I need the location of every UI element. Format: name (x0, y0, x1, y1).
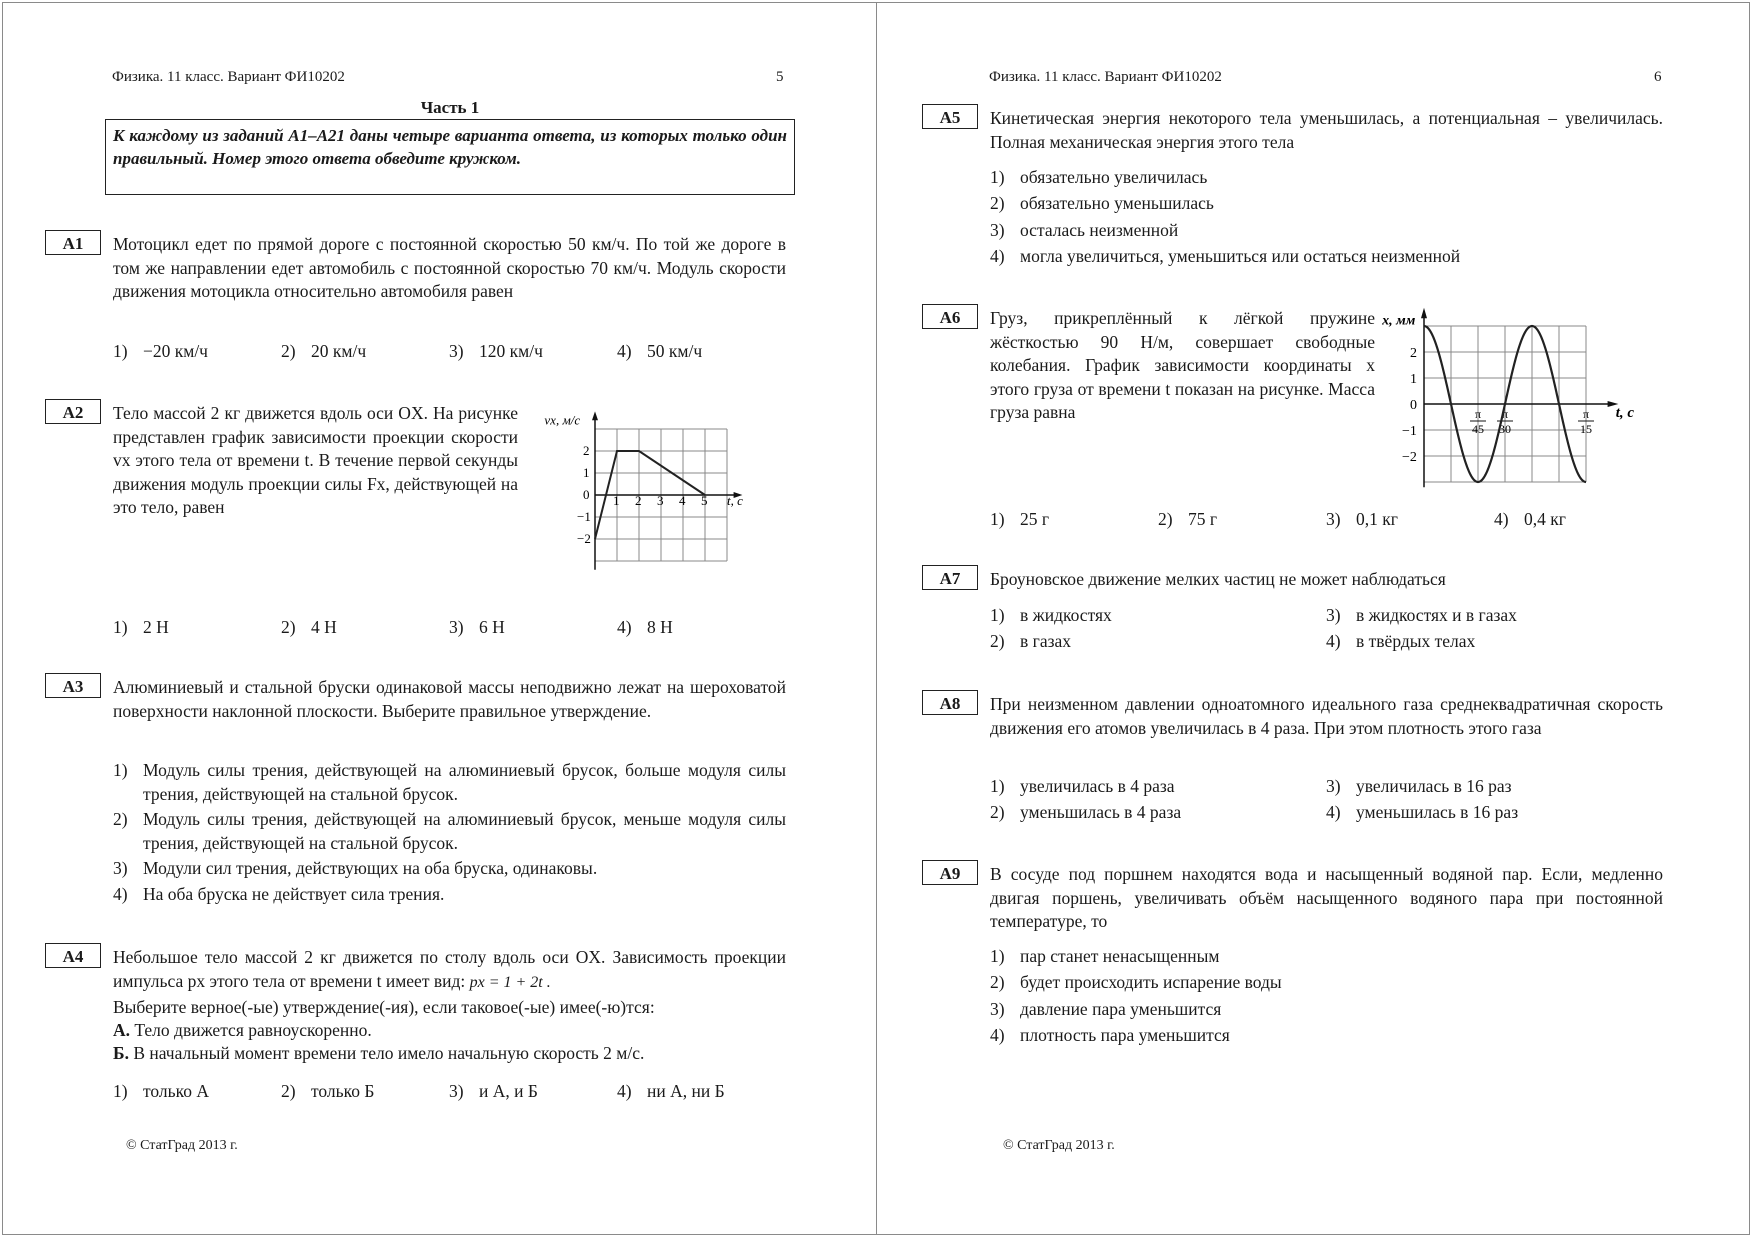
y-tick-label: 1 (583, 465, 590, 480)
y-axis-arrow (592, 411, 598, 420)
question-label-a3: А3 (45, 673, 101, 698)
option-a8-3[interactable]: 3) увеличилась в 16 раз (1326, 776, 1512, 796)
y-tick-label: −2 (577, 531, 591, 546)
option-a6-4[interactable]: 4) 0,4 кг (1494, 509, 1566, 529)
question-text-a8: При неизменном давлении одноатомного идеального газа среднеквадратичная скорость движения его атомов увеличилась в 4 раза. При этом плотность этого газа (990, 694, 1663, 738)
page-number: 5 (776, 69, 784, 85)
statement-a: А. Тело движется равноускоренно. (113, 1020, 372, 1040)
tick-numerator: π (1582, 407, 1590, 421)
instructions-box: К каждому из заданий А1–А21 даны четыре варианта ответа, из которых только один правильный. Номер этого ответа обведите кружком. (105, 119, 795, 195)
option-a7-4[interactable]: 4) в твёрдых телах (1326, 631, 1476, 651)
y-tick-label: −1 (1402, 424, 1417, 439)
option-a9-4[interactable]: 4) плотность пара уменьшится (990, 1025, 1230, 1045)
option-a3-4[interactable]: 4) На оба бруска не действует сила трения. (113, 883, 445, 904)
x-tick-label: 2 (635, 492, 642, 508)
left-page (0, 0, 876, 1239)
option-a8-1[interactable]: 1) увеличилась в 4 раза (990, 776, 1175, 796)
option-a9-1[interactable]: 1) пар станет ненасыщенным (990, 946, 1220, 966)
option-a7-1[interactable]: 1) в жидкостях (990, 605, 1112, 625)
question-label-a1: А1 (45, 230, 101, 255)
option-a1-1[interactable]: 1) −20 км/ч (113, 341, 208, 361)
tick-numerator: π (1474, 407, 1482, 421)
question-text-a2: Тело массой 2 кг движется вдоль оси OX. На рисунке представлен график зависимости проекции скорости vx этого тела от времени t. В течение первой секунды движения модуль проекции силы Fx, действующей на это тело, равен (113, 403, 518, 517)
x-axis-label: t, с (1615, 405, 1635, 421)
question-a4-instruction: Выберите верное(-ые) утверждение(-ия), если таковое(-ые) имее(-ю)тся: (113, 997, 655, 1017)
x-tick-label: 3 (657, 492, 664, 508)
option-a2-3[interactable]: 3) 6 Н (449, 617, 505, 637)
option-a5-1[interactable]: 1) обязательно увеличилась (990, 167, 1208, 187)
option-a1-3[interactable]: 3) 120 км/ч (449, 341, 543, 361)
page-header: Физика. 11 класс. Вариант ФИ10202 (112, 69, 345, 85)
x-tick-label (1470, 407, 1486, 436)
option-a6-1[interactable]: 1) 25 г (990, 509, 1050, 529)
x-tick-label: 4 (679, 492, 686, 508)
question-label-a8: А8 (922, 690, 978, 715)
option-a7-2[interactable]: 2) в газах (990, 631, 1072, 651)
option-a5-2[interactable]: 2) обязательно уменьшилась (990, 193, 1214, 213)
question-label-a6: А6 (922, 304, 978, 329)
option-a4-1[interactable]: 1) только А (113, 1081, 210, 1101)
page-footer: © СтатГрад 2013 г. (1003, 1138, 1115, 1153)
question-text-a9: В сосуде под поршнем находятся вода и насыщенный водяной пар. Если, медленно двигая поршень, увеличивать объём насыщенного водяного пара при постоянной температуре, то (990, 864, 1663, 931)
option-a8-4[interactable]: 4) уменьшилась в 16 раз (1326, 802, 1519, 822)
y-tick-label: 2 (583, 443, 590, 458)
option-a3-1[interactable]: 1) Модуль силы трения, действующей на алюминиевый брусок, больше модуля силы трения, действующей на стальной брусок. (113, 760, 786, 804)
y-tick-label: −1 (577, 509, 591, 524)
question-label-a4: А4 (45, 943, 101, 968)
statement-b: Б. В начальный момент времени тело имело начальную скорость 2 м/с. (113, 1043, 645, 1063)
y-axis-label: vx, м/с (544, 412, 581, 428)
y-tick-label: 0 (583, 487, 590, 502)
option-a1-2[interactable]: 2) 20 км/ч (281, 341, 367, 361)
option-a9-3[interactable]: 3) давление пара уменьшится (990, 999, 1222, 1019)
part-title: Часть 1 (420, 98, 480, 117)
option-a3-3[interactable]: 3) Модули сил трения, действующих на оба бруска, одинаковы. (113, 858, 598, 878)
page-header: Физика. 11 класс. Вариант ФИ10202 (989, 69, 1222, 85)
oscillation-graph-axes (1381, 308, 1634, 487)
option-a2-2[interactable]: 2) 4 Н (281, 617, 337, 637)
option-a4-4[interactable]: 4) ни А, ни Б (617, 1081, 725, 1101)
question-text-a5: Кинетическая энергия некоторого тела уменьшилась, а потенциальная – увеличилась. Полная механическая энергия этого тела (990, 108, 1663, 152)
oscillation-graph (1382, 300, 1647, 495)
option-a4-3[interactable]: 3) и А, и Б (449, 1081, 538, 1101)
option-a2-1[interactable]: 1) 2 Н (113, 617, 169, 637)
question-label-a2: А2 (45, 399, 101, 424)
right-page (877, 0, 1754, 1239)
y-axis-label: x, мм (1382, 313, 1416, 329)
question-text-a3: Алюминиевый и стальной бруски одинаковой массы неподвижно лежат на шероховатой поверхности наклонной плоскости. Выберите правильное утверждение. (113, 677, 786, 721)
y-axis-arrow (1421, 308, 1427, 318)
question-label-a5: А5 (922, 104, 978, 129)
tick-denominator: 45 (1472, 422, 1484, 436)
tick-denominator: 15 (1580, 422, 1592, 436)
question-text-a1: Мотоцикл едет по прямой дороге с постоянной скоростью 50 км/ч. По той же дороге в том же направлении едет автомобиль с постоянной скоростью 70 км/ч. Модуль скорости движения мотоцикла относительно автомобиля равен (113, 234, 786, 301)
y-tick-label: 2 (1410, 346, 1417, 361)
question-text-a4: Небольшое тело массой 2 кг движется по столу вдоль оси OX. Зависимость проекции импульса px этого тела от времени t имеет вид: px = 1 + 2t . (113, 947, 786, 991)
option-a2-4[interactable]: 4) 8 Н (617, 617, 673, 637)
page-footer: © СтатГрад 2013 г. (126, 1138, 238, 1153)
option-a5-4[interactable]: 4) могла увеличиться, уменьшиться или остаться неизменной (990, 246, 1461, 266)
option-a7-3[interactable]: 3) в жидкостях и в газах (1326, 605, 1517, 625)
tick-numerator: π (1501, 407, 1509, 421)
options-a3 (113, 759, 786, 906)
option-a4-2[interactable]: 2) только Б (281, 1081, 375, 1101)
x-axis-label: t, с (727, 492, 743, 508)
x-tick-label (1578, 407, 1594, 436)
y-tick-label: −2 (1402, 450, 1417, 465)
question-text-a6: Груз, прикреплённый к лёгкой пружине жёсткостью 90 Н/м, совершает свободные колебания. График зависимости координаты x этого груза от времени t показан на рисунке. Масса груза равна (990, 308, 1375, 422)
tick-denominator: 30 (1499, 422, 1511, 436)
x-tick-label: 1 (613, 492, 620, 508)
option-a3-2[interactable]: 2) Модуль силы трения, действующей на алюминиевый брусок, меньше модуля силы трения, действующей на стальной брусок. (113, 809, 786, 853)
option-a6-3[interactable]: 3) 0,1 кг (1326, 509, 1398, 529)
y-tick-label: 1 (1410, 372, 1417, 387)
velocity-graph-axes (544, 411, 743, 569)
option-a5-3[interactable]: 3) осталась неизменной (990, 220, 1179, 240)
question-label-a7: А7 (922, 565, 978, 590)
oscillation-graph-ticks (1402, 346, 1594, 465)
question-label-a9: А9 (922, 860, 978, 885)
question-text-a7: Броуновское движение мелких частиц не может наблюдаться (990, 569, 1446, 589)
impulse-formula: px = 1 + 2t . (469, 973, 551, 991)
x-tick-label: 5 (701, 492, 708, 508)
option-a8-2[interactable]: 2) уменьшилась в 4 раза (990, 802, 1182, 822)
option-a9-2[interactable]: 2) будет происходить испарение воды (990, 972, 1282, 992)
option-a6-2[interactable]: 2) 75 г (1158, 509, 1218, 529)
velocity-graph (544, 405, 780, 580)
option-a1-4[interactable]: 4) 50 км/ч (617, 341, 703, 361)
y-tick-label: 0 (1410, 398, 1417, 413)
page-number: 6 (1654, 69, 1662, 85)
